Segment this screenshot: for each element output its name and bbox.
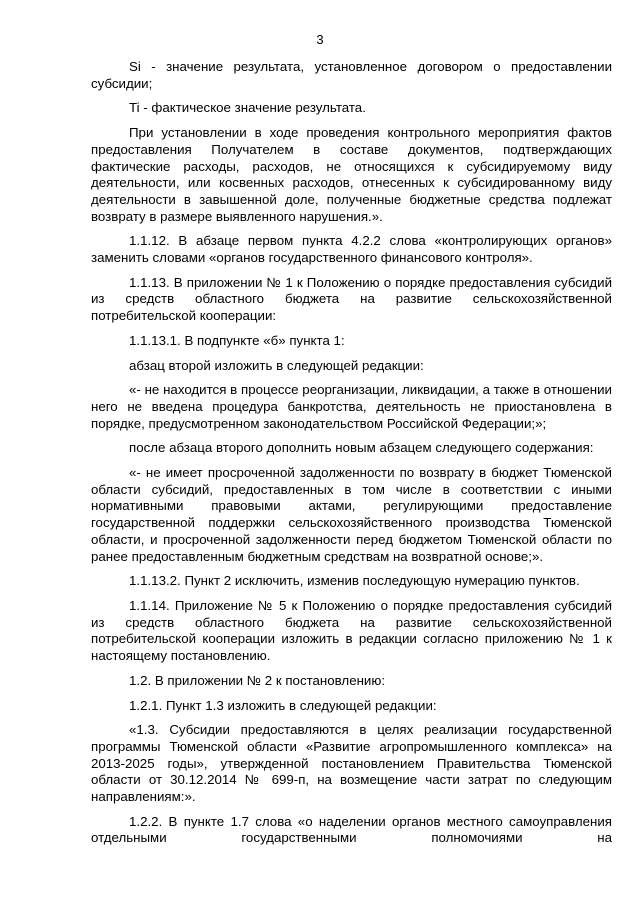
paragraph-1-1-13-1: 1.1.13.1. В подпункте «б» пункта 1: [129, 332, 345, 348]
paragraph-1-1-14: 1.1.14. Приложение № 5 к Положению о порядке предоставления субсидий из средств областного бюджета на развитие сельскохозяйственной потребительской кооперации изложить в редакции согласно приложению № 1 к настоящему постановлению. [91, 597, 612, 664]
paragraph-1-1-12: 1.1.12. В абзаце первом пункта 4.2.2 слова «контролирующих органов» заменить словами «органов государственного финансового контроля». [91, 233, 612, 266]
paragraph-formula-ti: Ti - фактическое значение результата. [129, 100, 366, 116]
paragraph-reorganization: «- не находится в процессе реорганизации, ликвидации, а также в отношении него не введена процедура банкротства, деятельность не приостановлена в порядке, предусмотренном законодательством Российской Федерации;»; [91, 382, 612, 431]
page-number: 3 [316, 32, 324, 47]
paragraph-1-2-1: 1.2.1. Пункт 1.3 изложить в следующей редакции: [129, 697, 437, 713]
paragraph-1-1-13-2: 1.1.13.2. Пункт 2 исключить, изменив последующую нумерацию пунктов. [129, 573, 580, 589]
paragraph-debt: «- не имеет просроченной задолженности по возврату в бюджет Тюменской области субсидий, предоставленных в том числе в соответствии с иными нормативными правовыми актами, регулирующими предоставление государственной поддержки сельскохозяйственного производства Тюменской области, и просроченной задолженности перед бюджетом Тюменской области по ранее предоставленным бюджетным средствам на возвратной основе;». [91, 465, 612, 564]
document-body [91, 59, 612, 855]
paragraph-violation-refund: При установлении в ходе проведения контрольного мероприятия фактов предоставления Получателем в составе документов, подтверждающих фактические расходы, расходов, не относящихся к субсидируемому виду деятельности, или косвенных расходов, отнесенных к субсидированному виду деятельности в завышенной доле, полученные бюджетные средства подлежат возврату в размере выявленного нарушения.». [91, 125, 612, 224]
paragraph-new-abzac: после абзаца второго дополнить новым абзацем следующего содержания: [129, 440, 594, 456]
paragraph-1-1-13: 1.1.13. В приложении № 1 к Положению о порядке предоставления субсидий из средств областного бюджета на развитие сельскохозяйственной потребительской кооперации: [91, 274, 612, 324]
paragraph-formula-si: Si - значение результата, установленное договором о предоставлении субсидии; [91, 59, 612, 91]
paragraph-1-2-2: 1.2.2. В пункте 1.7 слова «о наделении органов местного самоуправления отдельными государственными полномочиями на [91, 813, 612, 846]
paragraph-1-2: 1.2. В приложении № 2 к постановлению: [129, 672, 386, 688]
paragraph-1-3-subsidies: «1.3. Субсидии предоставляются в целях реализации государственной программы Тюменской области «Развитие агропромышленного комплекса» на 2013-2025 годы», утвержденной постановлением Правительства Тюменской области от 30.12.2014 № 699-п, на возмещение части затрат по следующим направлениям:». [91, 722, 612, 805]
paragraph-second-abzac: абзац второй изложить в следующей редакции: [129, 357, 424, 373]
